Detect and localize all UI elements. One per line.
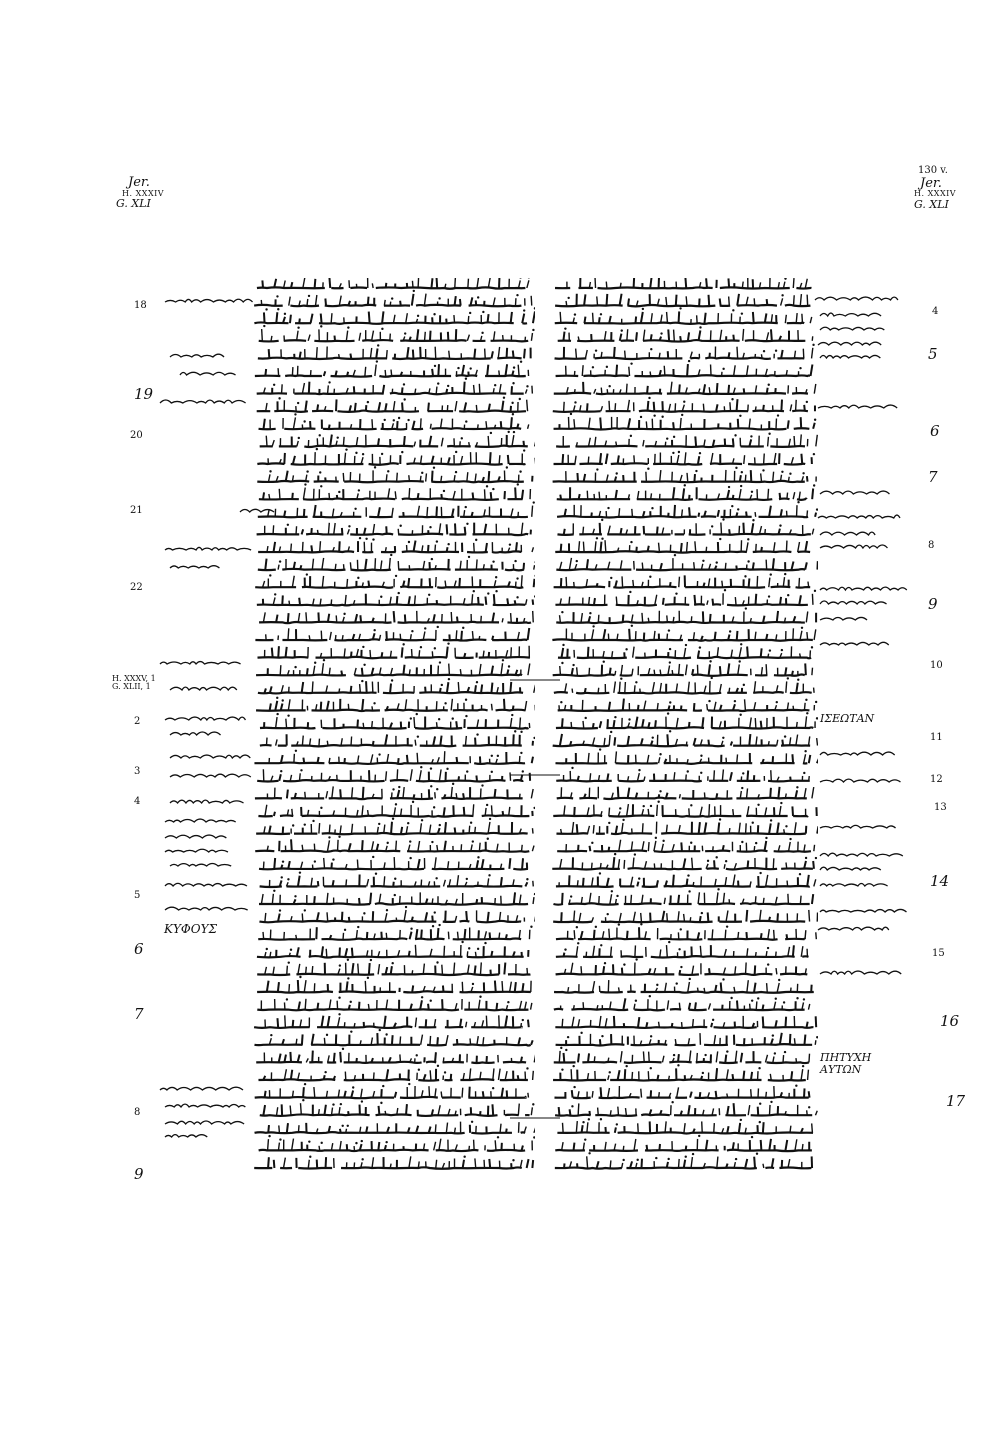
verse-num-right-8: 8 — [928, 540, 935, 551]
verse-num-left-20: 20 — [130, 430, 143, 441]
marginal-note-stroke — [820, 909, 906, 912]
verse-num-right-12: 12 — [930, 774, 943, 785]
marginal-note-stroke — [170, 354, 224, 357]
verse-num-left-6: 6 — [134, 940, 144, 958]
left-header-h: H. XXXIV — [122, 188, 165, 198]
marginal-note-stroke — [240, 509, 274, 512]
verse-num-left-2: 2 — [134, 716, 141, 727]
verse-num-right-13: 13 — [934, 802, 947, 813]
verse-num-right-17: 17 — [946, 1092, 966, 1110]
marginal-note-stroke — [820, 853, 903, 856]
left-header-g: G. XLI — [116, 197, 151, 211]
marginal-note-stroke — [170, 800, 244, 803]
folio-number: 130 v. — [918, 165, 948, 176]
marginal-note-stroke — [820, 825, 896, 828]
right-header-book: Jer. — [920, 175, 942, 191]
verse-num-right-6: 6 — [930, 422, 940, 440]
verse-num-left-5: 5 — [134, 890, 141, 901]
verse-num-left-7: 7 — [134, 1005, 144, 1023]
verse-num-right-10: 10 — [930, 660, 943, 671]
verse-num-right-7: 7 — [928, 468, 938, 486]
verse-num-left-4: 4 — [134, 796, 141, 807]
greek-gloss-right-1: ΙΣΕΩΤΑΝ — [820, 712, 875, 725]
marginal-note-stroke — [165, 1135, 207, 1137]
marginal-note-stroke — [820, 313, 881, 316]
verse-num-right-16: 16 — [940, 1012, 960, 1030]
marginal-note-stroke — [165, 1104, 245, 1107]
marginal-note-stroke — [818, 405, 897, 408]
left-header-book: Jer. — [128, 175, 150, 190]
marginal-note-stroke — [170, 687, 237, 690]
marginal-note-stroke — [165, 849, 228, 852]
verse-num-left-18: 18 — [134, 300, 147, 311]
verse-num-left-21: 21 — [130, 505, 143, 516]
verse-num-right-15: 15 — [932, 948, 945, 959]
marginal-note-stroke — [170, 755, 250, 758]
marginal-note-stroke — [820, 601, 887, 604]
marginal-note-stroke — [820, 752, 895, 755]
marginal-note-stroke — [165, 547, 251, 550]
verse-num-left-8: 8 — [134, 1107, 141, 1118]
right-header-g: G. XLI — [914, 197, 949, 211]
marginal-note-stroke — [818, 515, 900, 518]
marginal-note-stroke — [820, 355, 880, 358]
marginal-note-stroke — [820, 545, 887, 548]
verse-num-left-3: 3 — [134, 766, 141, 777]
greek-gloss-left: ΚΥΦΟΥΣ — [164, 922, 217, 936]
marginal-note-stroke — [820, 532, 875, 535]
marginal-note-stroke — [165, 835, 226, 838]
marginal-note-stroke — [820, 327, 884, 330]
marginal-note-stroke — [160, 662, 241, 664]
marginal-note-stroke — [165, 907, 248, 910]
marginal-note-stroke — [180, 372, 236, 375]
verse-num-right-11: 11 — [930, 732, 943, 743]
marginal-note-stroke — [165, 1121, 244, 1124]
marginal-note-stroke — [160, 400, 246, 403]
verse-num-left-22: 22 — [130, 582, 143, 593]
marginal-note-stroke — [815, 297, 898, 300]
verse-num-right-5: 5 — [928, 345, 938, 363]
verse-num-left-9: 9 — [134, 1165, 144, 1183]
marginal-note-stroke — [818, 927, 889, 930]
right-header-h: H. XXXIV — [914, 189, 957, 199]
verse-num-left-19: 19 — [134, 385, 154, 403]
marginal-note-stroke — [170, 774, 251, 777]
marginal-note-stroke — [165, 717, 245, 720]
marginal-note-stroke — [165, 299, 253, 302]
greek-gloss-right-2: ΠΗΤΥΧΗ ΑΥΤΩΝ — [820, 1051, 872, 1077]
verse-num-right-14: 14 — [930, 872, 950, 890]
marginal-note-stroke — [160, 1087, 243, 1090]
left-mid-ref-h: H. XXXV, 1 — [112, 674, 156, 683]
marginal-note-stroke — [820, 491, 889, 494]
marginal-note-stroke — [820, 867, 881, 870]
marginal-note-stroke — [820, 779, 900, 782]
marginal-note-stroke — [170, 566, 219, 568]
marginal-note-stroke — [820, 617, 867, 620]
marginal-note-stroke — [820, 883, 888, 886]
verse-num-right-4: 4 — [932, 306, 939, 317]
marginal-note-stroke — [170, 732, 221, 735]
marginal-note-stroke — [165, 819, 236, 822]
marginal-note-stroke — [820, 642, 889, 645]
marginal-note-stroke — [820, 971, 901, 974]
marginal-note-stroke — [818, 342, 881, 345]
marginal-note-stroke — [165, 883, 247, 886]
marginal-note-stroke — [170, 863, 231, 866]
verse-num-right-9: 9 — [928, 595, 938, 613]
marginal-note-stroke — [820, 587, 907, 590]
left-mid-ref-g: G. XLII, 1 — [112, 682, 151, 692]
